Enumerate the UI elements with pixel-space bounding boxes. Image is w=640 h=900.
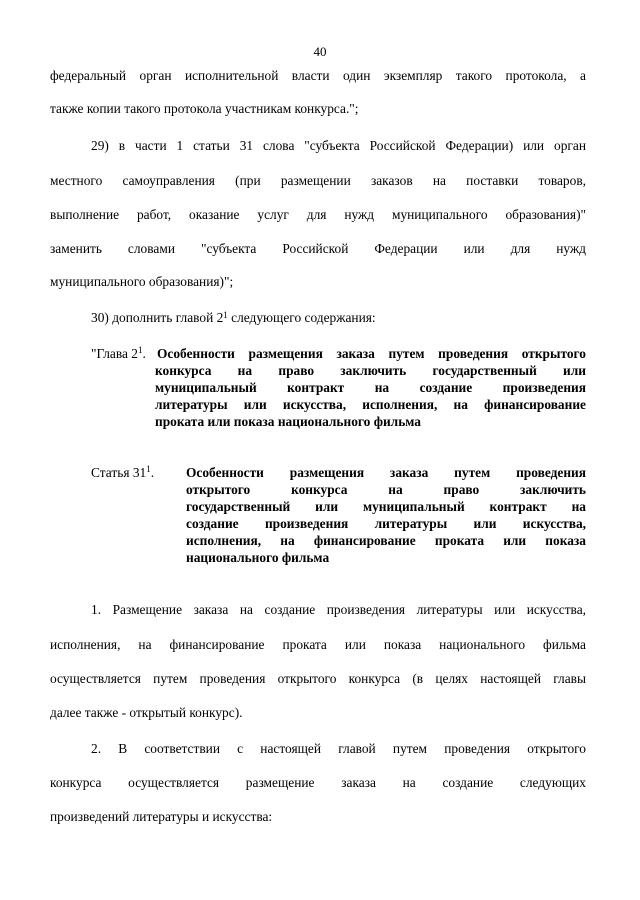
- label-text: Статья 31: [91, 465, 147, 480]
- label-text: .: [142, 346, 146, 361]
- chapter-title-line: литературы или искусства, исполнения, на финансирование: [155, 397, 586, 412]
- chapter-title-line: муниципальный контракт на создание произведения: [155, 380, 586, 395]
- line-text: 30) дополнить главой 2: [91, 310, 224, 325]
- label-text: "Глава 2: [91, 346, 138, 361]
- chapter-heading: [91, 345, 586, 429]
- article-title-line: национального фильма: [186, 550, 330, 565]
- article-label: [91, 464, 154, 481]
- text-line: 2. В соответствии с настоящей главой путем проведения открытого: [91, 741, 586, 756]
- text-line: выполнение работ, оказание услуг для нужд муниципального образования)": [50, 207, 586, 222]
- page-number: 40: [313, 44, 327, 59]
- line-text: следующего содержания:: [227, 310, 376, 325]
- text-line: [91, 310, 627, 326]
- text-line: также копии такого протокола участникам конкурса.";: [50, 101, 359, 116]
- article-title-line: создание произведения литературы или искусства,: [186, 516, 586, 531]
- text-line: 29) в части 1 статьи 31 слова "субъекта Российской Федерации) или орган: [91, 138, 586, 153]
- text-line: муниципального образования)";: [50, 274, 234, 289]
- chapter-label: [91, 345, 157, 362]
- superscript: 1: [146, 464, 151, 474]
- article-title-line: исполнения, на финансирование проката или показа: [186, 533, 586, 548]
- text-line: 1. Размещение заказа на создание произведения литературы или искусства,: [91, 602, 586, 617]
- text-line: произведений литературы и искусства:: [50, 809, 273, 824]
- article-title-line: государственный или муниципальный контракт на: [186, 499, 586, 514]
- superscript: 1: [137, 345, 143, 355]
- text-line: заменить словами "субъекта Российской Федерации или для нужд: [50, 241, 586, 256]
- text-line: федеральный орган исполнительной власти один экземпляр такого протокола, а: [50, 68, 586, 83]
- chapter-title-line: проката или показа национального фильма: [155, 414, 421, 429]
- text-line: местного самоуправления (при размещении заказов на поставки товаров,: [50, 173, 586, 188]
- article-title-line: открытого конкурса на право заключить: [186, 482, 586, 497]
- superscript: 1: [223, 310, 228, 320]
- text-line: далее также - открытый конкурс).: [50, 705, 243, 720]
- chapter-title-line: Особенности размещения заказа путем проведения открытого: [157, 346, 586, 361]
- chapter-title-line: конкурса на право заключить государственный или: [155, 363, 586, 378]
- text-line: исполнения, на финансирование проката или показа национального фильма: [50, 637, 586, 652]
- label-text: .: [150, 465, 155, 480]
- text-line: конкурса осуществляется размещение заказа на создание следующих: [50, 775, 586, 790]
- text-line: осуществляется путем проведения открытого конкурса (в целях настоящей главы: [50, 671, 586, 686]
- article-title-line: Особенности размещения заказа путем проведения: [186, 465, 586, 480]
- article-title: [186, 464, 586, 566]
